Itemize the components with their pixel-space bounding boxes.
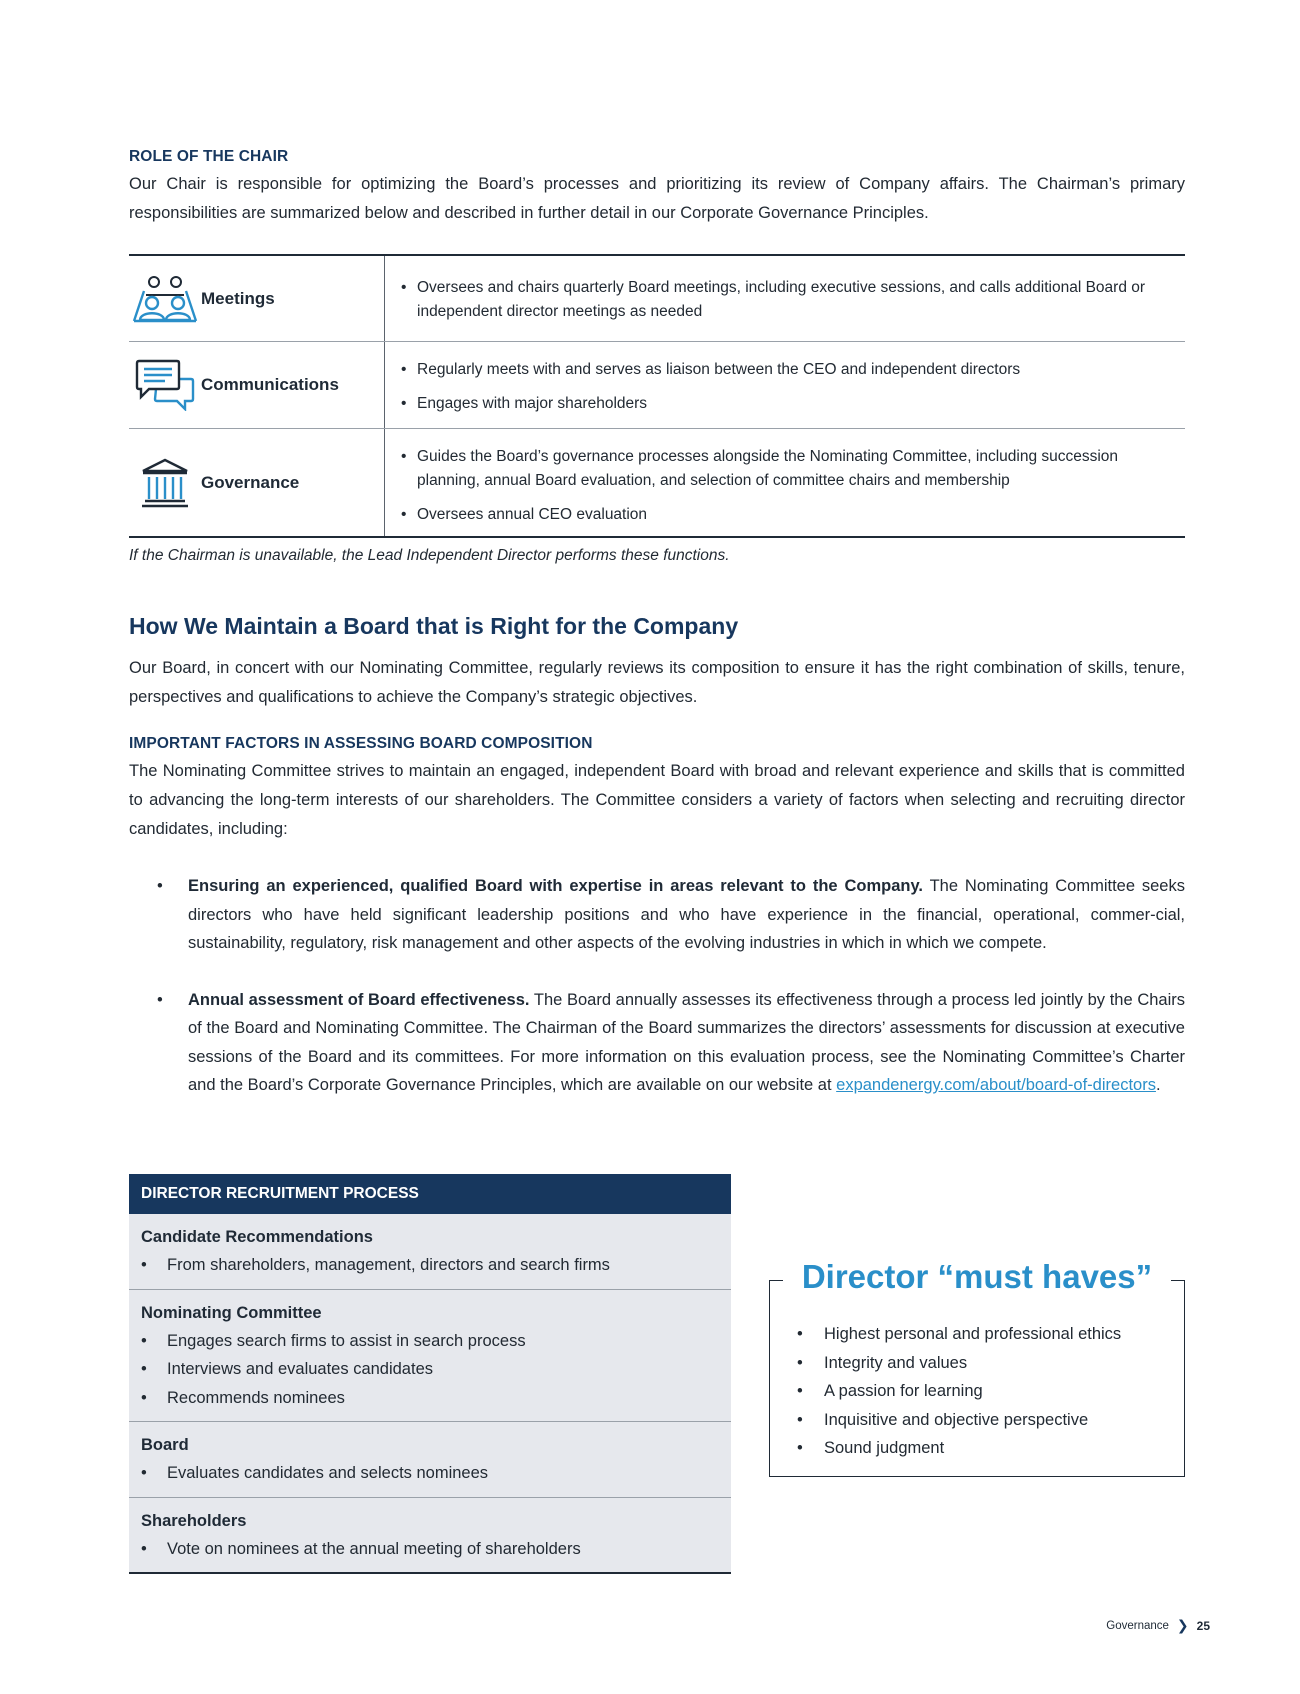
recruitment-section-title: Nominating Committee: [141, 1303, 322, 1322]
list-item: • Oversees annual CEO evaluation: [401, 503, 1185, 527]
list-item: • Regularly meets with and serves as liaison between the CEO and independent directors: [401, 358, 1185, 382]
role-of-chair-heading: ROLE OF THE CHAIR: [129, 148, 289, 165]
factor-title: Annual assessment of Board effectiveness.: [188, 990, 530, 1009]
recruitment-section: [129, 1422, 731, 1498]
factor-title: Ensuring an experienced, qualified Board with expertise in areas relevant to the Company.: [188, 877, 924, 895]
factor-text: The Board annually assesses its effectiveness through a process led jointly by the Chairs of the Board and Nominating Committee. The Chairman of the Board summarizes the directors’ assessments for discussion at executive sessions of the Board and its committees. For more information on this evaluation process, see the Nominating Committee’s Charter and the Board’s Corporate Governance Principles, which are available on our website at: [188, 990, 1185, 1094]
director-must-haves-box: [769, 1258, 1185, 1478]
factors-heading: IMPORTANT FACTORS IN ASSESSING BOARD COMPOSITION: [129, 735, 593, 752]
institution-building-icon: [129, 453, 201, 513]
list-item: • Engages with major shareholders: [401, 392, 1185, 416]
director-recruitment-process: [129, 1174, 731, 1574]
chair-row-label-cell: [129, 256, 385, 341]
factor-text-end: .: [1155, 1076, 1161, 1094]
factor-text: The Nominating Committee seeks directors who have held significant leadership positions and who have experience in the financial, operational, commer-cial, sustainability, regulatory, risk management and other aspects of the evolving industries in which in which we compete.: [188, 877, 1185, 952]
list-item: • Interviews and evaluates candidates: [141, 1355, 719, 1384]
chair-row-items: [385, 429, 1185, 536]
chair-row-items: [385, 342, 1185, 428]
list-item: • Integrity and values: [797, 1349, 1121, 1378]
chat-bubbles-icon: [129, 355, 201, 415]
chair-row-label: Communications: [201, 375, 339, 394]
maintain-heading: How We Maintain a Board that is Right for the Company: [129, 613, 739, 639]
chair-row-label-cell: [129, 342, 385, 428]
maintain-intro: Our Board, in concert with our Nominating Committee, regularly reviews its composition to ensure it has the right combination of skills, tenure, perspectives and qualifications to achieve the Company’s strategic objectives.: [129, 659, 1185, 706]
chair-row-label-cell: [129, 429, 385, 536]
recruitment-section-title: Shareholders: [141, 1511, 247, 1530]
recruitment-heading: DIRECTOR RECRUITMENT PROCESS: [129, 1174, 731, 1214]
chair-responsibilities-table: [129, 254, 1185, 538]
meeting-people-icon: [129, 269, 201, 329]
chair-row-items: [385, 256, 1185, 341]
list-item: • Evaluates candidates and selects nominees: [141, 1459, 719, 1488]
chair-table-note: If the Chairman is unavailable, the Lead Independent Director performs these functions.: [129, 547, 730, 564]
list-item: • Recommends nominees: [141, 1384, 719, 1413]
must-haves-list: [797, 1320, 1121, 1463]
website-link[interactable]: expandenergy.com/about/board-of-directors: [836, 1076, 1156, 1094]
list-item: [129, 986, 1185, 1100]
factors-intro: The Nominating Committee strives to maintain an engaged, independent Board with broad and relevant experience and skills that is committed to advancing the long-term interests of our shareholders. The Committee considers a variety of factors when selecting and recruiting director candidates, including:: [129, 762, 1185, 838]
list-item: • Guides the Board’s governance processes alongside the Nominating Committee, including succession planning, annual Board evaluation, and selection of committee chairs and membership: [401, 445, 1185, 493]
chair-row-label: Governance: [201, 472, 300, 492]
list-item: • Engages search firms to assist in search process: [141, 1327, 719, 1356]
chair-row-meetings: [129, 256, 1185, 342]
recruitment-section: [129, 1290, 731, 1423]
list-item: • Inquisitive and objective perspective: [797, 1406, 1121, 1435]
chair-row-governance: [129, 429, 1185, 536]
list-item: • Highest personal and professional ethics: [797, 1320, 1121, 1349]
list-item: • From shareholders, management, directors and search firms: [141, 1251, 719, 1280]
page-number: 25: [1196, 1618, 1210, 1633]
factors-list: [129, 872, 1185, 1100]
chevron-right-icon: ❯: [1176, 1617, 1189, 1633]
list-item: • Oversees and chairs quarterly Board meetings, including executive sessions, and calls additional Board or independent director meetings as needed: [401, 276, 1185, 324]
list-item: [129, 872, 1185, 958]
recruitment-section: [129, 1214, 731, 1290]
page-content: [129, 148, 1185, 1558]
recruitment-section-title: Board: [141, 1436, 189, 1454]
footer-section: Governance: [1106, 1619, 1169, 1632]
recruitment-section-title: Candidate Recommendations: [141, 1228, 373, 1246]
must-haves-title: Director “must haves”: [801, 1258, 1153, 1295]
page-footer: [1106, 1617, 1210, 1634]
chair-row-label: Meetings: [201, 288, 275, 308]
chair-row-communications: [129, 342, 1185, 429]
list-item: • Sound judgment: [797, 1434, 1121, 1463]
list-item: • Vote on nominees at the annual meeting of shareholders: [141, 1535, 719, 1564]
role-of-chair-intro: Our Chair is responsible for optimizing the Board’s processes and prioritizing its review of Company affairs. The Chairman’s primary responsibilities are summarized below and described in further detail in our Corporate Governance Principles.: [129, 175, 1185, 222]
recruitment-section: [129, 1498, 731, 1573]
list-item: • A passion for learning: [797, 1377, 1121, 1406]
